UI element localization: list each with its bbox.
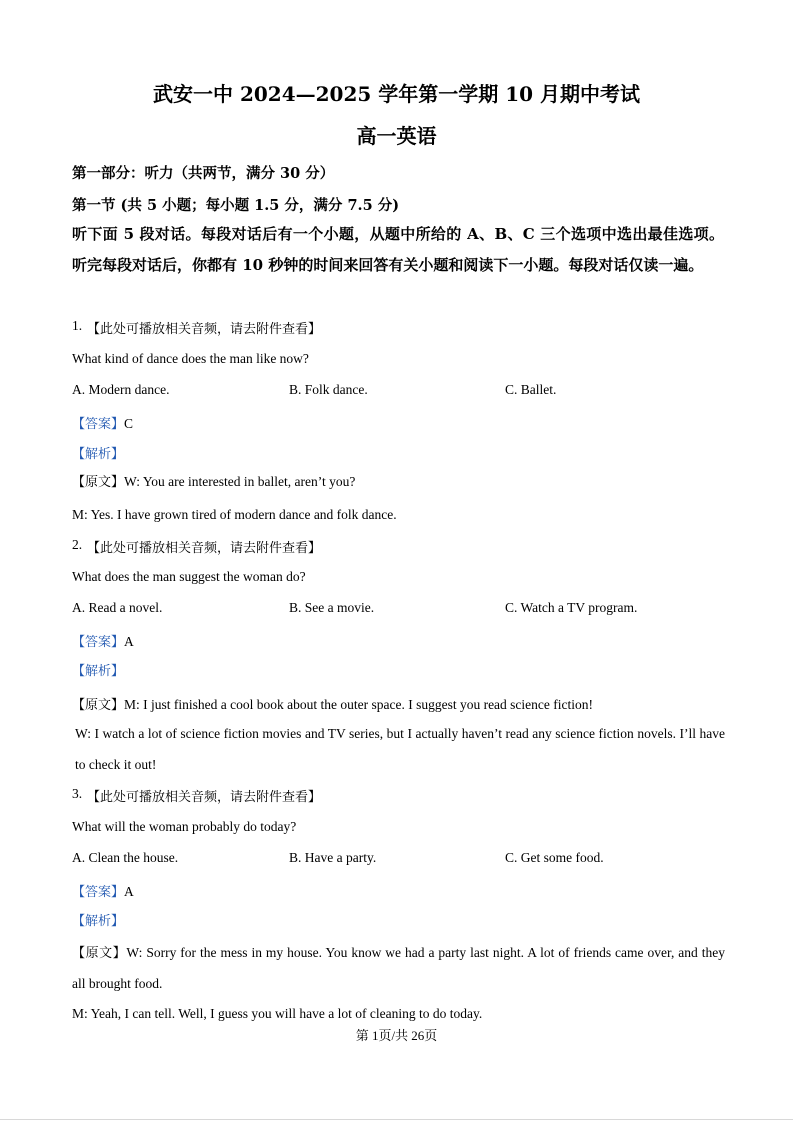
transcript-text: M: Yes. I have grown tired of modern dance and folk dance.: [72, 507, 397, 522]
answer-label: 【答案】: [72, 634, 125, 649]
option-a: A. Read a novel.: [72, 600, 163, 615]
option-b: B. Folk dance.: [289, 382, 368, 397]
page-number: 第 1页/共 26页: [355, 1028, 438, 1043]
option-c: C. Ballet.: [505, 382, 557, 397]
question-number: 3.: [72, 786, 83, 801]
question-number: 1.: [72, 318, 83, 333]
option-b: B. See a movie.: [289, 600, 375, 615]
answer-line: [72, 881, 134, 900]
exam-title: 武安一中 2024—2025 学年第一学期 10 月期中考试: [152, 82, 640, 106]
option-a: A. Clean the house.: [72, 850, 179, 865]
original-label: 【原文】: [72, 697, 125, 712]
transcript-text: M: I just finished a cool book about the outer space. I suggest you read science fiction!: [124, 697, 594, 712]
transcript-line: [72, 471, 355, 490]
transcript-paragraph: [72, 937, 725, 999]
question-text: What will the woman probably do today?: [72, 819, 297, 834]
answer-label: 【答案】: [72, 884, 125, 899]
answer-value: A: [124, 884, 134, 899]
analysis-label: 【解析】: [72, 447, 125, 462]
option-b: B. Have a party.: [289, 850, 377, 865]
answer-line: [72, 413, 133, 432]
audio-note: 【此处可播放相关音频，请去附件查看】: [87, 541, 322, 556]
original-label: 【原文】: [72, 945, 127, 960]
audio-note: 【此处可播放相关音频，请去附件查看】: [87, 322, 322, 337]
analysis-label: 【解析】: [72, 914, 125, 929]
original-label: 【原文】: [72, 474, 125, 489]
answer-line: [72, 631, 134, 650]
analysis-label: 【解析】: [72, 664, 125, 679]
option-a: A. Modern dance.: [72, 382, 170, 397]
question-text: What does the man suggest the woman do?: [72, 569, 306, 584]
page-bottom-rule: [0, 1119, 793, 1120]
question-text: What kind of dance does the man like now?: [72, 351, 309, 366]
option-c: C. Watch a TV program.: [505, 600, 638, 615]
listening-instructions: 听下面 5 段对话。每段对话后有一个小题，从题中所给的 A、B、C 三个选项中选出最佳选项。听完每段对话后，你都有 10 秒钟的时间来回答有关小题和阅读下一小题。每段对话仅读一遍。: [72, 225, 724, 274]
answer-label: 【答案】: [72, 416, 125, 431]
audio-note: 【此处可播放相关音频，请去附件查看】: [87, 790, 322, 805]
answer-value: A: [124, 634, 134, 649]
transcript-text: W: You are interested in ballet, aren’t you?: [124, 474, 356, 489]
question-number: 2.: [72, 537, 83, 552]
transcript-text: M: Yeah, I can tell. Well, I guess you will have a lot of cleaning to do today.: [72, 1006, 483, 1021]
transcript-text: W: I watch a lot of science fiction movies and TV series, but I actually haven’t read any science fiction novels. I’ll have to check it out!: [75, 726, 725, 772]
answer-value: C: [124, 416, 134, 431]
section-heading: 第一节 (共 5 小题；每小题 1.5 分，满分 7.5 分): [72, 197, 400, 214]
option-c: C. Get some food.: [505, 850, 604, 865]
transcript-line: [72, 694, 593, 713]
part-heading: 第一部分：听力（共两节，满分 30 分）: [72, 165, 335, 182]
transcript-text: W: Sorry for the mess in my house. You know we had a party last night. A lot of friends came over, and they all brought food.: [72, 945, 725, 991]
exam-subject: 高一英语: [356, 124, 437, 148]
